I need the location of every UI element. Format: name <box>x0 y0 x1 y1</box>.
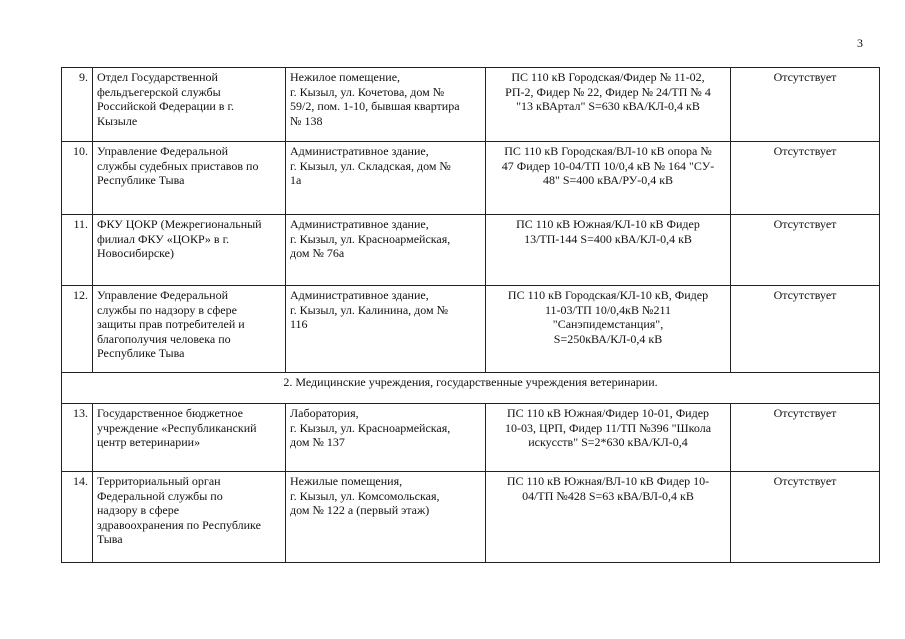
power-feed-line: 48" S=400 кВА/РУ-0,4 кВ <box>542 173 674 188</box>
organization-cell <box>93 286 286 373</box>
power-feed-cell <box>486 68 731 142</box>
organization-line: фельдъегерской службы <box>97 84 221 99</box>
power-feed-line: S=250кВА/КЛ-0,4 кВ <box>553 331 663 346</box>
organization-line: здравоохранения по Республике <box>97 517 261 532</box>
address-cell <box>286 404 486 472</box>
organization-line: Республике Тыва <box>97 346 185 361</box>
power-feed-line: ПС 110 кВ Южная/Фидер 10-01, Фидер <box>506 406 710 420</box>
organization-cell <box>93 472 286 563</box>
facilities-table <box>61 67 880 563</box>
table-row <box>62 142 880 215</box>
address-line: Административное здание, <box>290 144 429 158</box>
address-cell <box>286 472 486 563</box>
section-heading: 2. Медицинские учреждения, государственные учреждения ветеринарии. <box>62 373 880 404</box>
address-line: Административное здание, <box>290 217 429 231</box>
organization-line: Управление Федеральной <box>97 144 228 158</box>
organization-line: службы судебных приставов по <box>97 158 259 173</box>
backup-status-cell: Отсутствует <box>731 68 880 142</box>
power-feed-line: РП-2, Фидер № 22, Фидер № 24/ТП № 4 <box>505 84 711 99</box>
row-number: 13. <box>62 404 93 472</box>
organization-line: Тыва <box>97 532 123 547</box>
power-feed-cell <box>486 404 731 472</box>
address-line: 116 <box>290 317 308 332</box>
power-feed-cell <box>486 142 731 215</box>
row-number: 12. <box>62 286 93 373</box>
organization-line: Республике Тыва <box>97 173 185 188</box>
organization-line: службы по надзору в сфере <box>97 302 237 317</box>
power-feed-line: "Санэпидемстанция", <box>552 317 664 332</box>
organization-line: Государственное бюджетное <box>97 406 243 420</box>
address-line: 59/2, пом. 1-10, бывшая квартира <box>290 99 460 114</box>
backup-status-cell: Отсутствует <box>731 472 880 563</box>
power-feed-line: "13 кВАртал" S=630 кВА/КЛ-0,4 кВ <box>516 99 700 114</box>
address-cell <box>286 286 486 373</box>
address-cell <box>286 215 486 286</box>
row-number: 9. <box>62 68 93 142</box>
power-feed-line: ПС 110 кВ Городская/КЛ-10 кВ, Фидер <box>507 288 709 302</box>
address-line: Административное здание, <box>290 288 429 302</box>
organization-line: защиты прав потребителей и <box>97 317 245 332</box>
organization-line: Федеральной службы по <box>97 488 223 503</box>
address-line: дом № 122 а (первый этаж) <box>290 503 430 518</box>
organization-cell <box>93 68 286 142</box>
power-feed-line: 13/ТП-144 S=400 кВА/КЛ-0,4 кВ <box>524 231 692 246</box>
address-line: 1а <box>290 173 302 188</box>
organization-line: надзору в сфере <box>97 503 180 518</box>
row-number: 14. <box>62 472 93 563</box>
address-line: г. Кызыл, ул. Комсомольская, <box>290 488 440 503</box>
organization-line: Территориальный орган <box>97 474 221 488</box>
power-feed-line: искусств" S=2*630 кВА/КЛ-0,4 <box>528 435 688 450</box>
power-feed-line: ПС 110 кВ Южная/КЛ-10 кВ Фидер <box>516 217 700 231</box>
address-line: № 138 <box>290 113 323 128</box>
organization-cell <box>93 404 286 472</box>
organization-cell <box>93 142 286 215</box>
address-line: г. Кызыл, ул. Складская, дом № <box>290 158 451 173</box>
address-line: Нежилые помещения, <box>290 474 403 488</box>
organization-line: Кызыле <box>97 113 138 128</box>
row-number: 11. <box>62 215 93 286</box>
table-row <box>62 215 880 286</box>
address-cell <box>286 142 486 215</box>
power-feed-line: 11-03/ТП 10/0,4кВ №211 <box>544 302 672 317</box>
address-line: дом № 137 <box>290 435 345 450</box>
organization-line: ФКУ ЦОКР (Межрегиональный <box>97 217 262 231</box>
address-line: Нежилое помещение, <box>290 70 401 84</box>
table-row <box>62 472 880 563</box>
organization-line: учреждение «Республиканский <box>97 420 257 435</box>
power-feed-cell <box>486 215 731 286</box>
power-feed-cell <box>486 472 731 563</box>
address-line: г. Кызыл, ул. Кочетова, дом № <box>290 84 445 99</box>
organization-line: филиал ФКУ «ЦОКР» в г. <box>97 231 230 246</box>
power-feed-line: ПС 110 кВ Городская/ВЛ-10 кВ опора № <box>504 144 712 158</box>
backup-status-cell: Отсутствует <box>731 404 880 472</box>
organization-line: Отдел Государственной <box>97 70 218 84</box>
address-line: г. Кызыл, ул. Калинина, дом № <box>290 302 449 317</box>
organization-line: Управление Федеральной <box>97 288 228 302</box>
power-feed-cell <box>486 286 731 373</box>
organization-line: центр ветеринарии» <box>97 435 201 450</box>
power-feed-line: 47 Фидер 10-04/ТП 10/0,4 кВ № 164 "СУ- <box>501 158 715 173</box>
organization-line: благополучия человека по <box>97 331 231 346</box>
power-feed-line: ПС 110 кВ Городская/Фидер № 11-02, <box>511 70 705 84</box>
backup-status-cell: Отсутствует <box>731 215 880 286</box>
table-row <box>62 286 880 373</box>
section-row <box>62 373 880 404</box>
address-cell <box>286 68 486 142</box>
power-feed-line: 04/ТП №428 S=63 кВА/ВЛ-0,4 кВ <box>522 488 694 503</box>
organization-line: Российской Федерации в г. <box>97 99 235 114</box>
backup-status-cell: Отсутствует <box>731 286 880 373</box>
table-row <box>62 404 880 472</box>
address-line: г. Кызыл, ул. Красноармейская, <box>290 420 451 435</box>
address-line: Лаборатория, <box>290 406 359 420</box>
power-feed-line: 10-03, ЦРП, Фидер 11/ТП №396 "Школа <box>504 420 712 435</box>
page-number: 3 <box>857 36 863 50</box>
backup-status-cell: Отсутствует <box>731 142 880 215</box>
table-row <box>62 68 880 142</box>
organization-line: Новосибирске) <box>97 246 175 261</box>
organization-cell <box>93 215 286 286</box>
power-feed-line: ПС 110 кВ Южная/ВЛ-10 кВ Фидер 10- <box>506 474 710 488</box>
address-line: дом № 76а <box>290 246 345 261</box>
address-line: г. Кызыл, ул. Красноармейская, <box>290 231 451 246</box>
row-number: 10. <box>62 142 93 215</box>
